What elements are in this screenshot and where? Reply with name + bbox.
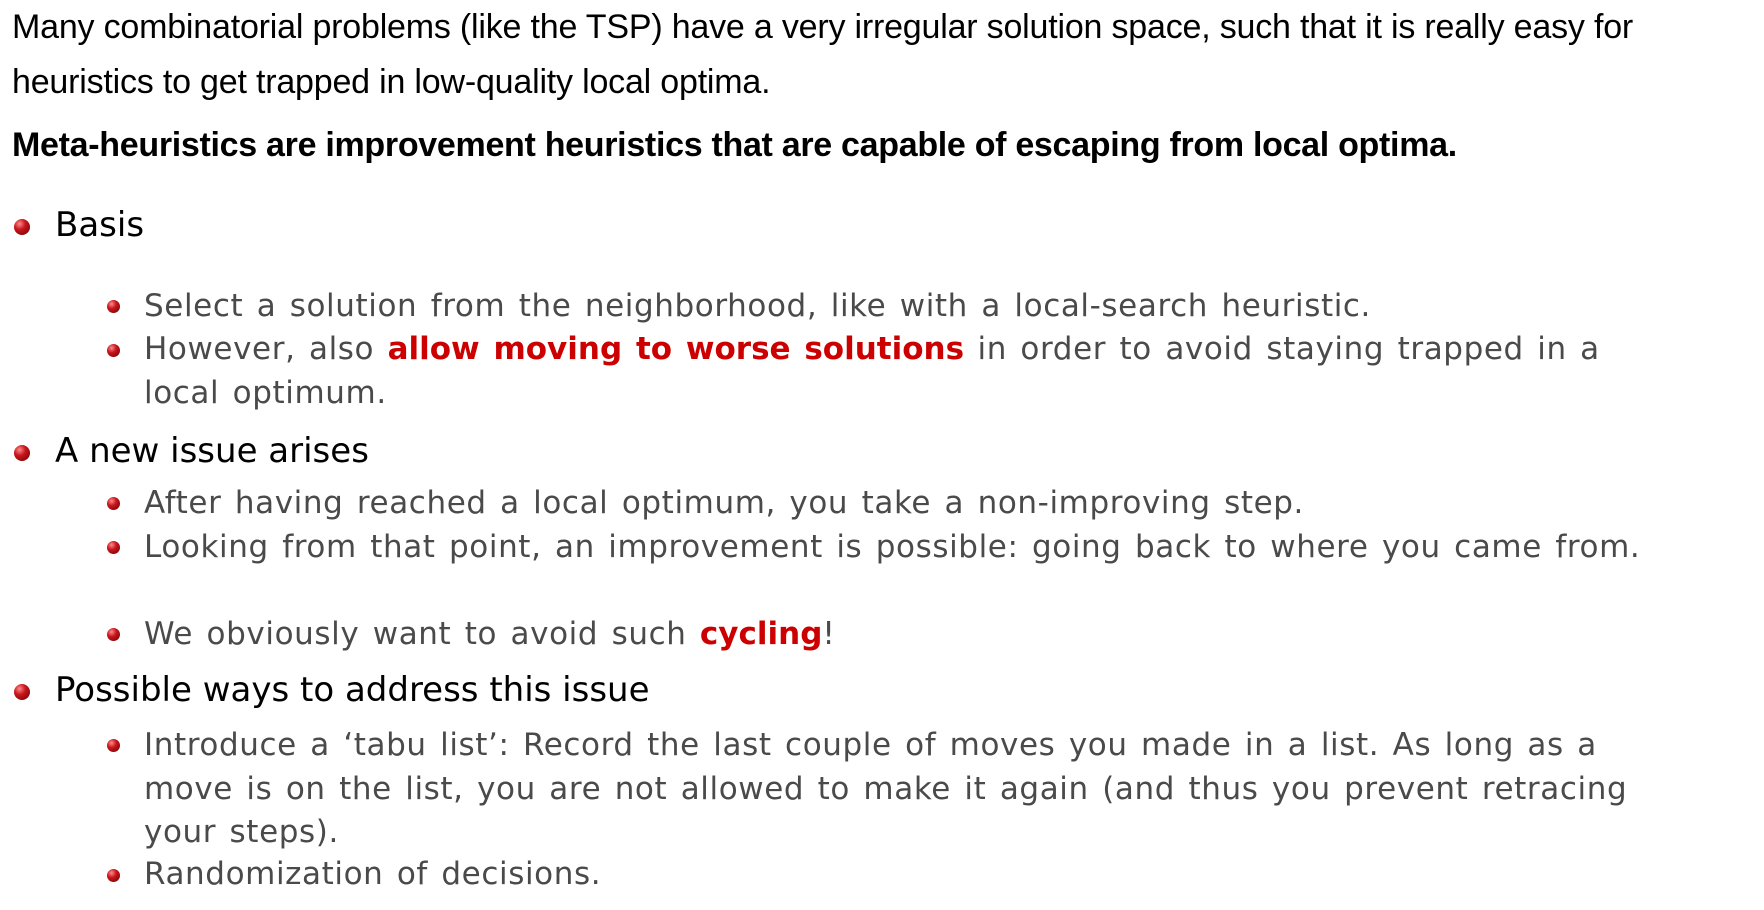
lead-statement: Meta-heuristics are improvement heuristics that are capable of escaping from local optima. [12, 126, 1457, 164]
sub-bullet-icon [107, 300, 120, 313]
list-item: Select a solution from the neighborhood, like with a local-search heuristic. [144, 288, 1372, 324]
list-item: Looking from that point, an improvement is possible: going back to where you came from. [144, 529, 1641, 565]
list-item: Randomization of decisions. [144, 856, 602, 892]
intro-paragraph: Many combinatorial problems (like the TSP) have a very irregular solution space, such that it is really easy for heuristics to get trapped in low-quality local optima. [12, 8, 1634, 101]
sub-bullet-icon [107, 739, 120, 752]
bullet-icon [14, 684, 30, 700]
sub-bullet-icon [107, 497, 120, 510]
list-item: After having reached a local optimum, you take a non-improving step. [144, 485, 1305, 521]
highlight-text: allow moving to worse solutions [387, 331, 965, 367]
section-title-new-issue: A new issue arises [55, 431, 369, 471]
sub-bullet-icon [107, 344, 120, 357]
bullet-icon [14, 219, 30, 235]
list-item: We obviously want to avoid such cycling! [144, 616, 836, 652]
section-title-possible-ways: Possible ways to address this issue [55, 670, 650, 710]
sub-bullet-icon [107, 628, 120, 641]
sub-bullet-icon [107, 869, 120, 882]
highlight-text: cycling [699, 616, 823, 652]
list-item: However, also allow moving to worse solutions in order to avoid staying trapped in a local optimum. [144, 331, 1600, 411]
bullet-icon [14, 445, 30, 461]
section-title-basis: Basis [55, 205, 145, 245]
sub-bullet-icon [107, 541, 120, 554]
list-item: Introduce a ‘tabu list’: Record the last couple of moves you made in a list. As long as a move is on the list, you are not allowed to make it again (and thus you prevent retracing your steps). [144, 727, 1628, 850]
